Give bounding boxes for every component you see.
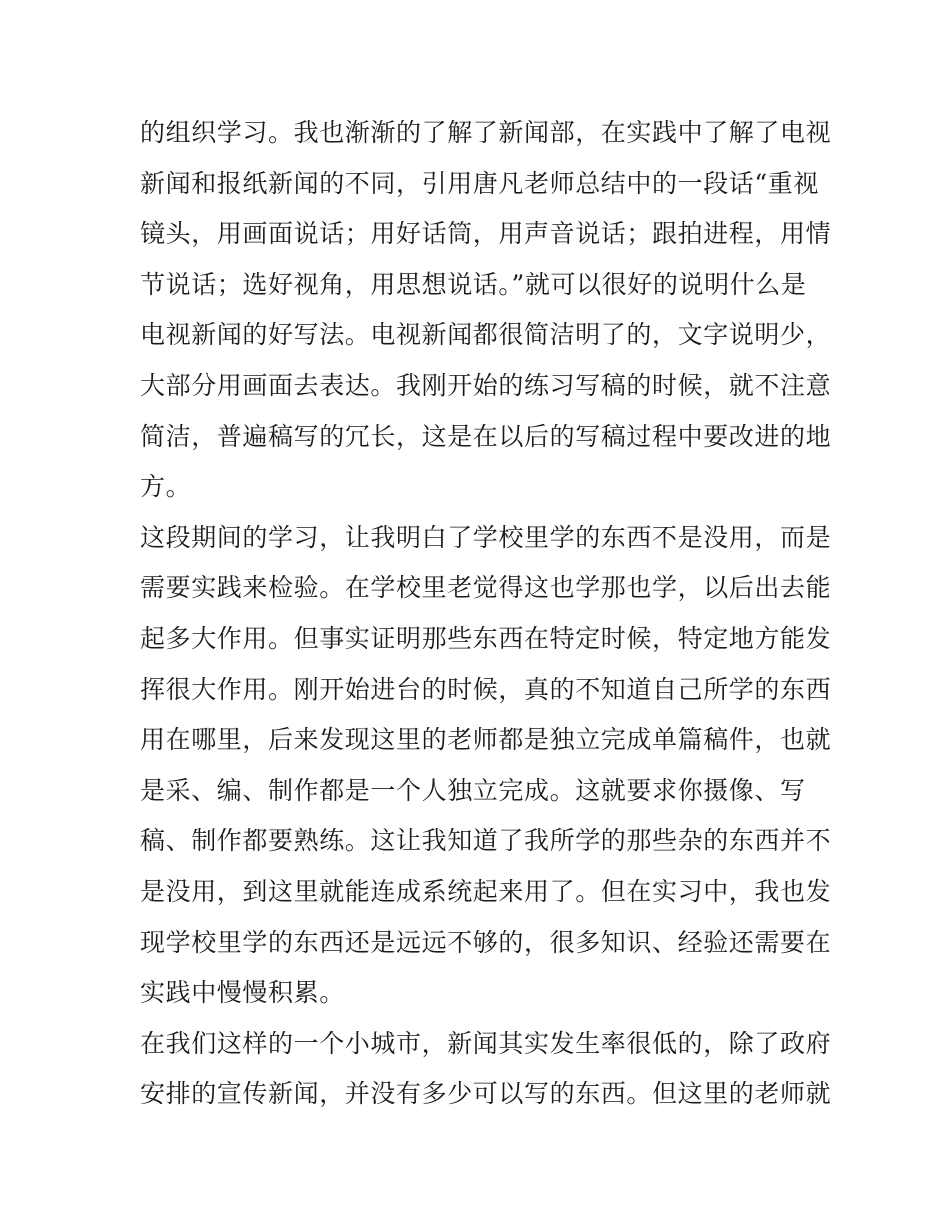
text-line: 节说话；选好视角，用思想说话。”就可以很好的说明什么是	[140, 269, 807, 299]
text-line: 需要实践来检验。在学校里老觉得这也学那也学，以后出去能	[140, 573, 832, 603]
text-line: 挥很大作用。刚开始进台的时候，真的不知道自己所学的东西	[140, 674, 832, 704]
text-line: 在我们这样的一个小城市，新闻其实发生率很低的，除了政府	[140, 1028, 832, 1058]
text-line: 电视新闻的好写法。电视新闻都很简洁明了的，文字说明少，	[140, 320, 832, 350]
text-line: 是没用，到这里就能连成系统起来用了。但在实习中，我也发	[140, 876, 832, 906]
text-line: 大部分用画面去表达。我刚开始的练习写稿的时候，就不注意	[140, 370, 832, 400]
text-line: 的组织学习。我也渐渐的了解了新闻部，在实践中了解了电视	[140, 118, 832, 147]
text-line: 简洁，普遍稿写的冗长，这是在以后的写稿过程中要改进的地	[140, 421, 832, 451]
text-line: 方。	[140, 472, 192, 502]
text-line: 安排的宣传新闻，并没有多少可以写的东西。但这里的老师就	[140, 1079, 832, 1109]
text-line: 这段期间的学习，让我明白了学校里学的东西不是没用，而是	[140, 522, 832, 552]
body-text	[140, 108, 832, 1120]
text-line: 起多大作用。但事实证明那些东西在特定时候，特定地方能发	[140, 623, 832, 653]
text-line: 现学校里学的东西还是远远不够的，很多知识、经验还需要在	[140, 927, 832, 957]
text-line: 用在哪里，后来发现这里的老师都是独立完成单篇稿件，也就	[140, 725, 832, 755]
text-line: 新闻和报纸新闻的不同，引用唐凡老师总结中的一段话“重视	[140, 168, 819, 198]
text-line: 镜头，用画面说话；用好话筒，用声音说话；跟拍进程，用情	[140, 219, 832, 249]
text-line: 稿、制作都要熟练。这让我知道了我所学的那些杂的东西并不	[140, 826, 832, 856]
text-line: 实践中慢慢积累。	[140, 978, 345, 1008]
text-line: 是采、编、制作都是一个人独立完成。这就要求你摄像、写	[140, 775, 806, 805]
